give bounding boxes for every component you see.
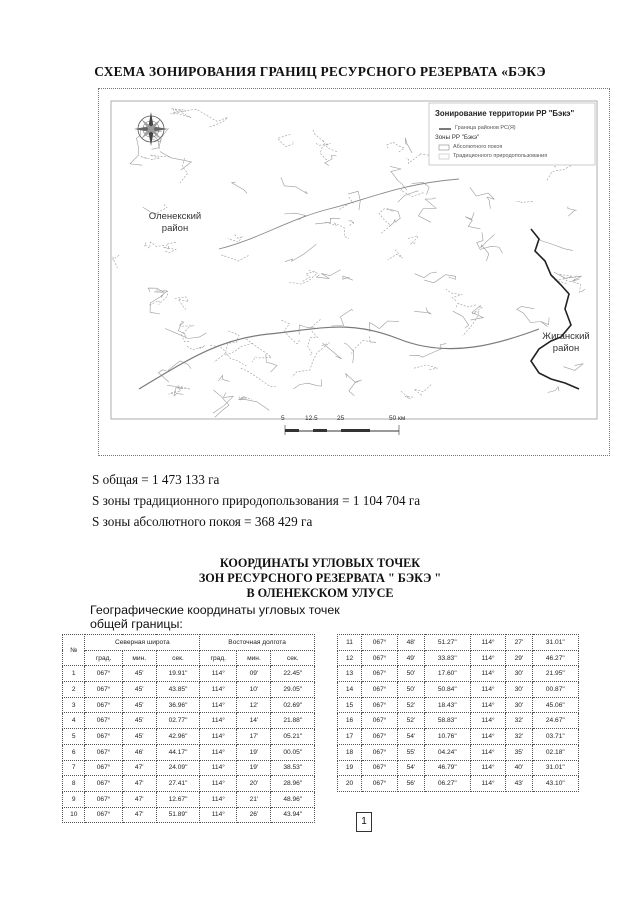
header-latitude: Северная широта [85, 635, 200, 651]
coordinate-cell: 43.10" [532, 776, 578, 792]
coordinate-cell: 067° [85, 713, 122, 729]
river-segment [465, 212, 480, 229]
coordinate-cell: 067° [361, 650, 397, 666]
river-segment [292, 343, 330, 377]
coordinate-cell: 50.84" [424, 682, 470, 698]
upper-river [219, 179, 459, 249]
coordinate-cell: 17' [237, 729, 271, 745]
coordinate-cell: 114° [470, 666, 505, 682]
coordinate-cell: 067° [361, 635, 397, 651]
river-segment [228, 235, 243, 243]
river-segment [198, 110, 228, 127]
coordinate-cell: 00.87" [532, 682, 578, 698]
coordinate-cell: 32' [506, 713, 532, 729]
river-segment [308, 319, 321, 355]
coordinate-cell: 47' [122, 807, 156, 823]
table-row [338, 666, 579, 682]
river-segment [424, 275, 456, 283]
legend-item-district-border: Граница районов РС(Я) [455, 125, 516, 131]
coordinate-cell: 54' [398, 760, 424, 776]
coordinate-cell: 48.96" [271, 791, 315, 807]
river-segment [294, 379, 322, 388]
coordinate-cell: 47' [122, 776, 156, 792]
table-row [338, 650, 579, 666]
point-number: 16 [338, 713, 362, 729]
coordinate-cell: 114° [470, 650, 505, 666]
river-segment [238, 397, 269, 410]
river-segment [344, 343, 353, 363]
coordinate-cell: 24.67" [532, 713, 578, 729]
coordinate-cell: 114° [470, 744, 505, 760]
coordinate-cell: 50' [398, 666, 424, 682]
header-number: № [63, 635, 85, 666]
coordinate-cell: 48' [398, 635, 424, 651]
area-stats [92, 469, 420, 532]
river-segment [214, 390, 230, 417]
table-row [63, 697, 315, 713]
river-segment [313, 130, 338, 152]
river-segment [150, 292, 166, 315]
point-number: 3 [63, 697, 85, 713]
river-segment [173, 109, 196, 113]
sub-header: мин. [237, 650, 271, 666]
table-row [338, 776, 579, 792]
table-row [63, 807, 315, 823]
point-number: 15 [338, 697, 362, 713]
coordinate-cell: 46.79" [424, 760, 470, 776]
coordinate-cell: 43' [506, 776, 532, 792]
coordinate-cell: 31.01" [532, 760, 578, 776]
main-river [139, 327, 539, 389]
point-number: 8 [63, 776, 85, 792]
sub-header: град. [85, 650, 122, 666]
river-segment [180, 158, 188, 183]
table-row [338, 713, 579, 729]
coordinate-cell: 38.53" [271, 760, 315, 776]
river-segment [165, 329, 206, 339]
legend-item-absolute: Абсолютного покоя [453, 144, 503, 150]
coordinates-heading: КООРДИНАТЫ УГЛОВЫХ ТОЧЕК ЗОН РЕСУРСНОГО РЕЗЕРВАТА " БЭКЭ " В ОЛЕНЕКСКОМ УЛУСЕ [198, 556, 442, 600]
coordinate-cell: 45' [122, 682, 156, 698]
river-segment [405, 138, 412, 153]
table-row [63, 760, 315, 776]
scale-tick-0: 5 [281, 415, 285, 422]
coordinate-cell: 09' [237, 666, 271, 682]
coordinate-cell: 114° [470, 697, 505, 713]
river-segment [113, 255, 119, 268]
coordinate-cell: 45.06" [532, 697, 578, 713]
coordinate-cell: 067° [361, 666, 397, 682]
coordinate-cell: 067° [85, 760, 122, 776]
coordinate-cell: 49' [398, 650, 424, 666]
river-segment [414, 308, 431, 315]
zoning-map [98, 88, 610, 456]
point-number: 1 [63, 666, 85, 682]
coordinate-cell: 02.18" [532, 744, 578, 760]
coordinate-cell: 114° [200, 666, 237, 682]
stat-absolute-area: S зоны абсолютного покоя = 368 429 га [92, 514, 313, 529]
river-segment [317, 270, 341, 279]
sub-header: мин. [122, 650, 156, 666]
river-segment [390, 166, 407, 190]
river-segment [379, 209, 393, 234]
coordinate-cell: 04.24" [424, 744, 470, 760]
geo-coordinates-note: Географические координаты угловых точек общей границы: [90, 603, 340, 631]
coordinate-cell: 50' [398, 682, 424, 698]
sub-header: град. [200, 650, 237, 666]
river-segment [470, 187, 495, 208]
coordinate-cell: 067° [85, 791, 122, 807]
coordinate-cell: 19' [237, 760, 271, 776]
river-segment [414, 365, 438, 370]
coordinate-cell: 067° [361, 729, 397, 745]
coordinate-cell: 114° [200, 791, 237, 807]
coordinate-cell: 067° [361, 682, 397, 698]
region-label-olenek: Оленекский район [148, 211, 202, 234]
coordinate-cell: 114° [200, 713, 237, 729]
coordinate-cell: 45' [122, 729, 156, 745]
river-segment [541, 318, 549, 327]
coordinate-cell: 12' [237, 697, 271, 713]
scale-tick-3: 50 км [389, 415, 406, 422]
point-number: 6 [63, 744, 85, 760]
point-number: 2 [63, 682, 85, 698]
river-segment [414, 385, 431, 397]
compass-rose-icon [134, 112, 168, 146]
point-number: 13 [338, 666, 362, 682]
coordinate-cell: 114° [470, 729, 505, 745]
table-row [63, 791, 315, 807]
region-label-zhigansk: Жиганский район [542, 331, 590, 354]
table-row [338, 729, 579, 745]
river-segment [288, 270, 317, 284]
river-segment [456, 303, 476, 308]
river-segment [446, 289, 462, 301]
river-segment [315, 218, 340, 224]
legend-item-traditional: Традиционного природопользования [453, 153, 548, 159]
river-segment [387, 142, 404, 152]
coordinate-cell: 114° [200, 776, 237, 792]
scale-tick-2: 25 [337, 415, 345, 422]
river-segment [343, 276, 353, 280]
coordinate-cell: 067° [85, 744, 122, 760]
point-number: 9 [63, 791, 85, 807]
river-segment [398, 191, 419, 203]
coordinate-cell: 42.96" [156, 729, 199, 745]
river-segment [281, 178, 308, 194]
coordinate-cell: 114° [200, 744, 237, 760]
coordinate-cell: 43.85" [156, 682, 199, 698]
point-number: 11 [338, 635, 362, 651]
river-segment [186, 346, 205, 350]
coordinate-cell: 067° [361, 697, 397, 713]
river-segment [573, 276, 585, 293]
river-segment [453, 311, 469, 328]
river-segment [409, 344, 446, 358]
river-segment [463, 307, 483, 336]
coordinate-cell: 24.09" [156, 760, 199, 776]
river-segment [535, 234, 572, 251]
point-number: 20 [338, 776, 362, 792]
point-number: 18 [338, 744, 362, 760]
river-segment [285, 244, 316, 261]
coordinate-cell: 114° [200, 682, 237, 698]
river-segment [563, 364, 583, 371]
river-segment [278, 134, 294, 146]
coordinate-cell: 17.60" [424, 666, 470, 682]
river-segment [406, 154, 429, 164]
river-segment [218, 375, 229, 381]
river-segment [322, 343, 341, 359]
coordinate-cell: 19' [237, 744, 271, 760]
river-segment [232, 182, 247, 193]
coordinate-cell: 30' [506, 666, 532, 682]
coordinate-cell: 55' [398, 744, 424, 760]
coordinate-cell: 06.27" [424, 776, 470, 792]
point-number: 7 [63, 760, 85, 776]
coordinate-cell: 114° [470, 635, 505, 651]
coordinate-cell: 067° [361, 713, 397, 729]
river-segment [387, 209, 401, 227]
coordinate-cell: 12.67" [156, 791, 199, 807]
coordinate-cell: 114° [200, 697, 237, 713]
sub-header: сек. [156, 650, 199, 666]
coordinate-cell: 114° [200, 729, 237, 745]
river-segment [266, 354, 277, 372]
coordinate-cell: 14' [237, 713, 271, 729]
river-segment [554, 274, 572, 283]
point-number: 12 [338, 650, 362, 666]
table-row [63, 744, 315, 760]
point-number: 10 [63, 807, 85, 823]
coordinate-cell: 45' [122, 666, 156, 682]
coordinate-cell: 02.77" [156, 713, 199, 729]
river-segment [351, 336, 376, 353]
coordinate-cell: 114° [470, 776, 505, 792]
coordinate-cell: 067° [361, 776, 397, 792]
coordinate-cell: 27.41" [156, 776, 199, 792]
coordinates-table-left [62, 634, 315, 823]
river-segment [181, 326, 194, 342]
coordinate-cell: 45' [122, 713, 156, 729]
document-title: СХЕМА ЗОНИРОВАНИЯ ГРАНИЦ РЕСУРСНОГО РЕЗЕРВАТА «БЭКЭ [94, 64, 546, 79]
coordinate-cell: 067° [85, 682, 122, 698]
coordinate-cell: 067° [85, 729, 122, 745]
table-row [338, 760, 579, 776]
stat-total-area: S общая = 1 473 133 га [92, 472, 220, 487]
coordinate-cell: 33.83" [424, 650, 470, 666]
coordinate-cell: 35' [506, 744, 532, 760]
river-segment [221, 255, 249, 261]
header-longitude: Восточная долгота [200, 635, 315, 651]
coordinate-cell: 10' [237, 682, 271, 698]
river-segment [284, 213, 305, 220]
coordinate-cell: 21.95" [532, 666, 578, 682]
table-row [338, 697, 579, 713]
coordinate-cell: 18.43" [424, 697, 470, 713]
river-segment [369, 321, 399, 332]
river-segment [517, 306, 541, 322]
coordinate-cell: 29.05" [271, 682, 315, 698]
point-number: 5 [63, 729, 85, 745]
coordinate-cell: 51.27" [424, 635, 470, 651]
river-segment [325, 155, 337, 165]
point-number: 17 [338, 729, 362, 745]
coordinate-cell: 22.45" [271, 666, 315, 682]
table-row [338, 682, 579, 698]
river-segment [349, 220, 354, 225]
scale-tick-1: 12.5 [305, 415, 318, 422]
river-segment [415, 272, 437, 278]
coordinate-cell: 43.94" [271, 807, 315, 823]
coordinate-cell: 067° [85, 807, 122, 823]
river-segment [316, 144, 331, 161]
river-segment [339, 197, 353, 210]
coordinate-cell: 30' [506, 697, 532, 713]
page-number: 1 [356, 812, 372, 832]
coordinate-cell: 067° [85, 666, 122, 682]
coordinate-cell: 21' [237, 791, 271, 807]
coordinate-cell: 114° [470, 760, 505, 776]
table-row [63, 713, 315, 729]
coordinate-cell: 26' [237, 807, 271, 823]
map-drawing [99, 89, 609, 455]
coordinate-cell: 44.17" [156, 744, 199, 760]
coordinate-cell: 05.21" [271, 729, 315, 745]
legend-section: Зоны РР "Бэкэ" [435, 134, 480, 141]
river-segment [401, 391, 415, 399]
legend-title: Зонирование территории РР "Бэкэ" [435, 109, 575, 118]
coordinate-cell: 03.71" [532, 729, 578, 745]
coordinate-cell: 47' [122, 791, 156, 807]
river-segment [554, 272, 582, 282]
coordinate-cell: 56' [398, 776, 424, 792]
river-segment [516, 201, 533, 202]
coordinate-cell: 067° [361, 744, 397, 760]
coordinate-cell: 00.05" [271, 744, 315, 760]
river-segment [568, 207, 577, 217]
river-segment [408, 236, 418, 244]
river-segment [326, 222, 350, 238]
coordinate-cell: 31.01" [532, 635, 578, 651]
coordinate-cell: 10.76" [424, 729, 470, 745]
coordinate-cell: 32' [506, 729, 532, 745]
coordinate-cell: 02.69" [271, 697, 315, 713]
river-segment [160, 152, 192, 171]
table-row [338, 635, 579, 651]
table-row [63, 729, 315, 745]
river-segment [246, 339, 271, 362]
coordinate-cell: 54' [398, 729, 424, 745]
coordinate-cell: 40' [506, 760, 532, 776]
coordinate-cell: 47' [122, 760, 156, 776]
coordinate-cell: 36.96" [156, 697, 199, 713]
river-segment [548, 387, 559, 393]
point-number: 19 [338, 760, 362, 776]
table-row [63, 776, 315, 792]
coordinate-cell: 20' [237, 776, 271, 792]
coordinate-cell: 067° [85, 776, 122, 792]
river-segment [477, 232, 503, 253]
river-segment [388, 250, 403, 260]
coordinate-cell: 46.27" [532, 650, 578, 666]
coordinate-cell: 27' [506, 635, 532, 651]
scale-bar [285, 425, 399, 435]
point-number: 4 [63, 713, 85, 729]
table-row [338, 744, 579, 760]
coordinate-cell: 067° [361, 760, 397, 776]
river-segment [331, 309, 352, 326]
table-row [63, 682, 315, 698]
river-segment [169, 386, 191, 394]
coordinate-cell: 067° [85, 697, 122, 713]
sub-header: сек. [271, 650, 315, 666]
coordinate-cell: 51.89" [156, 807, 199, 823]
coordinate-cell: 28.96" [271, 776, 315, 792]
coordinate-cell: 114° [200, 760, 237, 776]
coordinates-table-right [337, 634, 579, 792]
stat-traditional-area: S зоны традиционного природопользования = 1 104 704 га [92, 493, 421, 508]
point-number: 14 [338, 682, 362, 698]
coordinate-cell: 52' [398, 713, 424, 729]
district-boundary [531, 229, 579, 389]
coordinate-cell: 52' [398, 697, 424, 713]
coordinate-cell: 29' [506, 650, 532, 666]
coordinate-cell: 114° [470, 682, 505, 698]
coordinate-cell: 114° [470, 713, 505, 729]
river-segment [346, 374, 362, 396]
coordinate-cell: 114° [200, 807, 237, 823]
river-segment [175, 297, 189, 310]
coordinate-cell: 58.83" [424, 713, 470, 729]
river-segment [210, 346, 246, 366]
river-segment [130, 129, 142, 166]
coordinate-cell: 46' [122, 744, 156, 760]
river-segment [418, 198, 436, 223]
river-segment [163, 242, 176, 253]
table-row [63, 666, 315, 682]
coordinate-cell: 19.91" [156, 666, 199, 682]
coordinate-cell: 30' [506, 682, 532, 698]
coordinate-cell: 21.88" [271, 713, 315, 729]
coordinate-cell: 45' [122, 697, 156, 713]
